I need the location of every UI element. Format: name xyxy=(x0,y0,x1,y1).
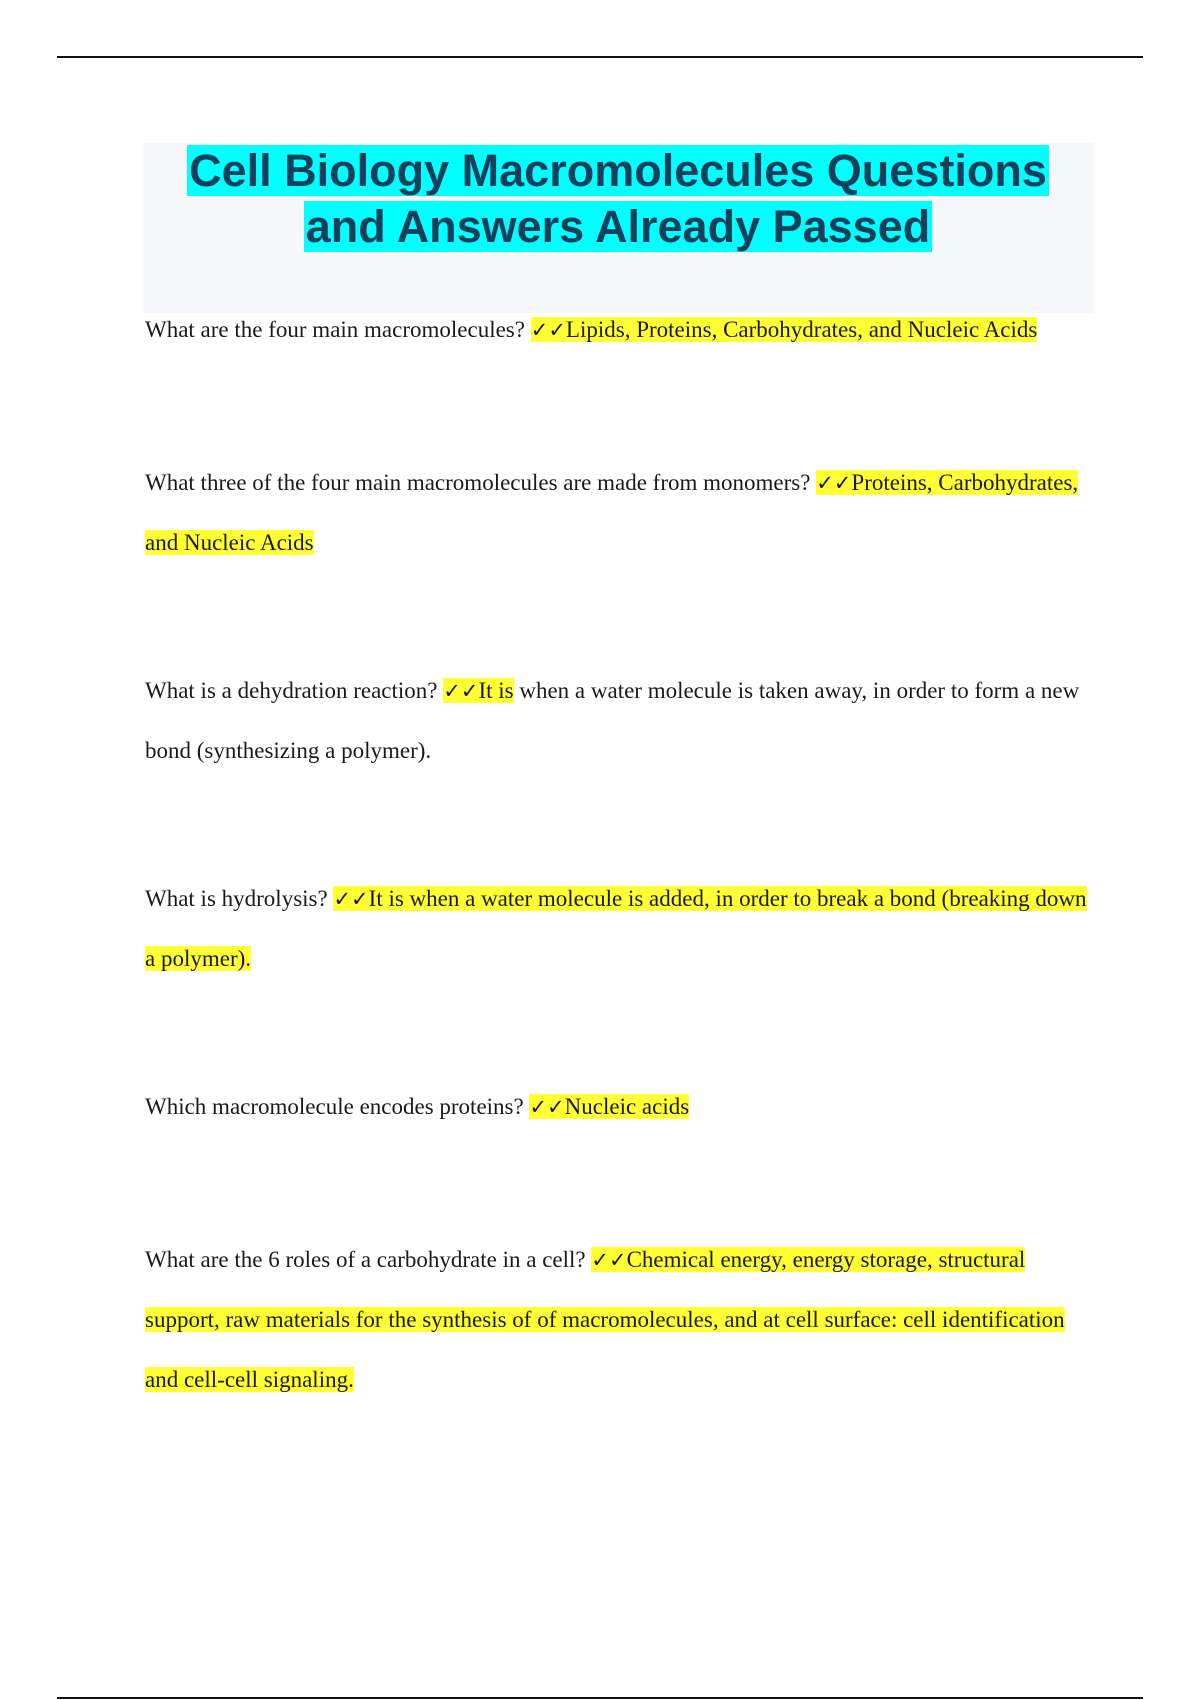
question-text: What are the 6 roles of a carbohydrate in a cell? xyxy=(145,1247,586,1272)
footer-rule xyxy=(57,1697,1143,1699)
title-line-1: Cell Biology Macromolecules Questions xyxy=(189,145,1047,196)
qa-item-1 xyxy=(145,300,1095,360)
document-title xyxy=(143,143,1093,255)
answer-highlight xyxy=(443,678,513,703)
answer-highlight xyxy=(531,317,1038,342)
qa-item-3 xyxy=(145,661,1095,781)
check-icon: ✓✓ xyxy=(333,887,369,911)
question-text: What three of the four main macromolecules are made from monomers? xyxy=(145,470,811,495)
check-icon: ✓✓ xyxy=(529,1095,565,1119)
answer-text-continued: when a water molecule is taken away, in order to form a new bond (synthesizing a polymer). xyxy=(145,678,1080,763)
title-line-2: and Answers Already Passed xyxy=(305,201,931,252)
answer-text: It is when a water molecule is added, in order to break a bond (breaking down a polymer). xyxy=(145,886,1087,971)
answer-text: Lipids, Proteins, Carbohydrates, and Nucleic Acids xyxy=(565,317,1038,342)
answer-text: Proteins, Carbohydrates, and Nucleic Acids xyxy=(145,470,1079,555)
question-text: What is hydrolysis? xyxy=(145,886,328,911)
check-icon: ✓✓ xyxy=(816,471,852,495)
answer-highlight xyxy=(529,1094,689,1119)
question-text: What is a dehydration reaction? xyxy=(145,678,438,703)
qa-item-6 xyxy=(145,1230,1095,1410)
question-text: What are the four main macromolecules? xyxy=(145,317,525,342)
qa-item-4 xyxy=(145,869,1095,989)
answer-text: Nucleic acids xyxy=(564,1094,690,1119)
check-icon: ✓✓ xyxy=(591,1248,627,1272)
check-icon: ✓✓ xyxy=(443,679,479,703)
answer-text: Chemical energy, energy storage, structural support, raw materials for the synthesis of of macromolecules, and at cell surface: cell identification and cell-cell signaling. xyxy=(145,1247,1065,1392)
qa-item-2 xyxy=(145,453,1095,573)
check-icon: ✓✓ xyxy=(530,318,566,342)
qa-item-5 xyxy=(145,1077,1095,1137)
answer-text: It is xyxy=(478,678,514,703)
question-text: Which macromolecule encodes proteins? xyxy=(145,1094,524,1119)
